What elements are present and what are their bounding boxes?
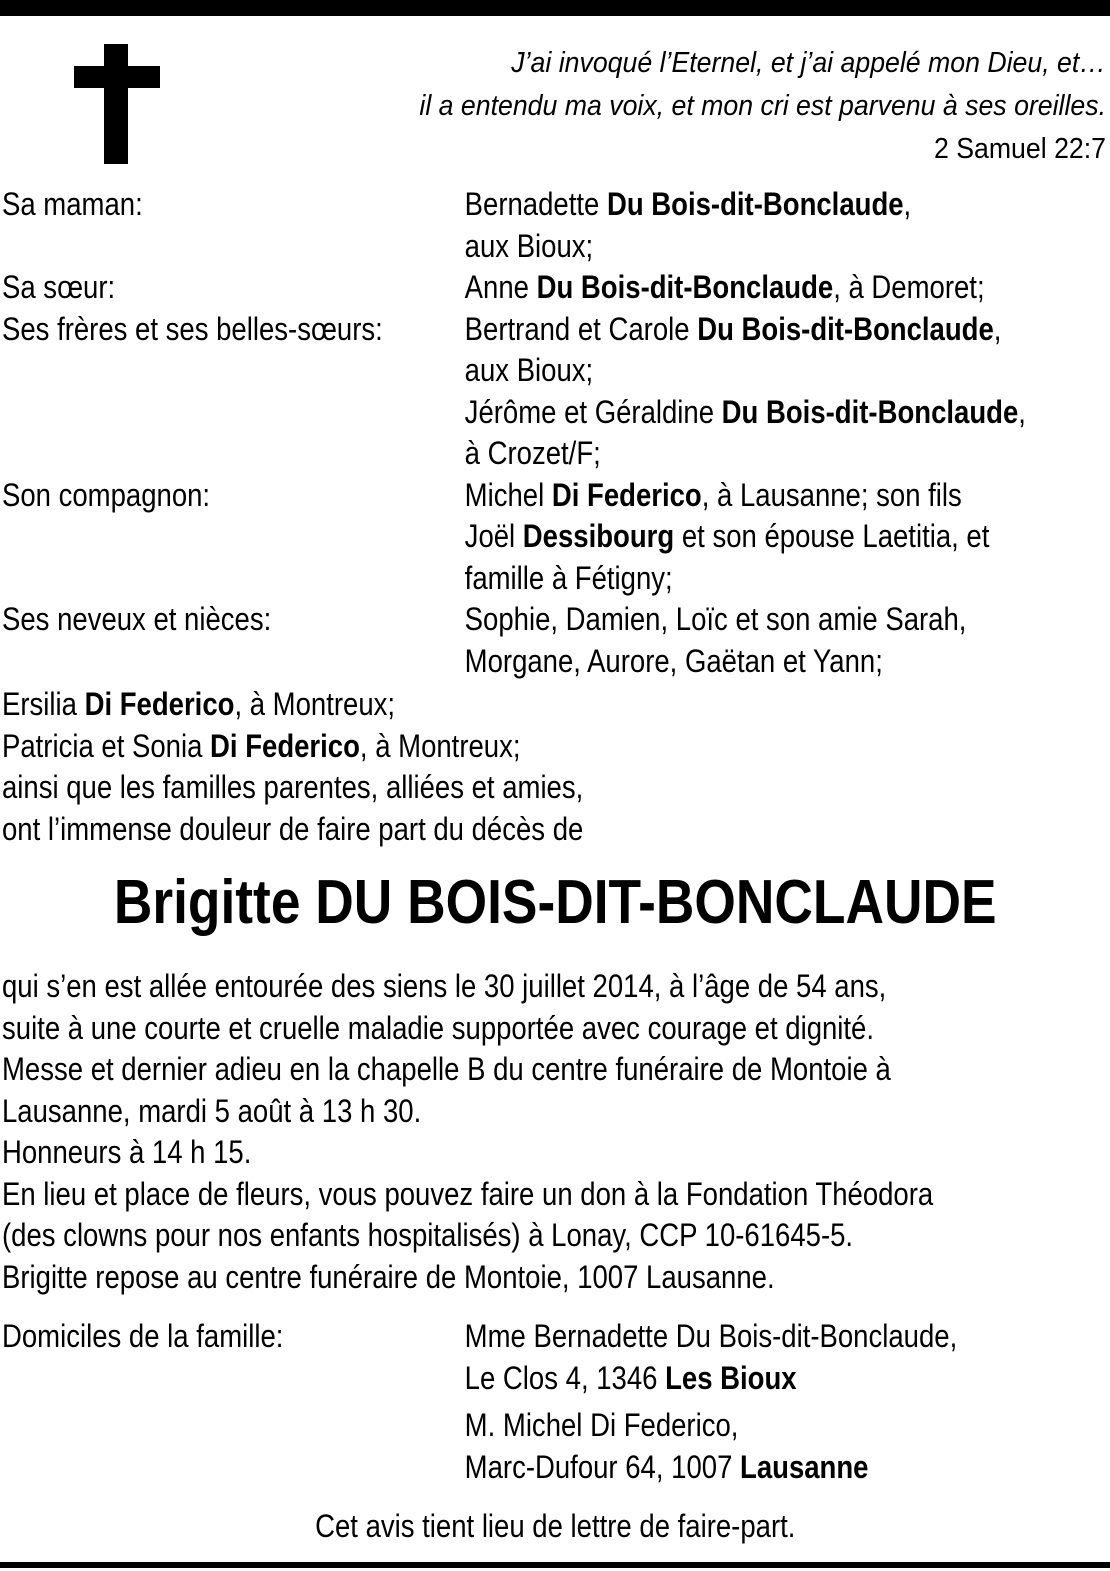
relatives-list bbox=[2, 184, 1034, 682]
other-relatives: Ersilia Di Federico, à Montreux; Patricia et Sonia Di Federico, à Montreux; ainsi que les familles parentes, alliées et amies, ont l’immense douleur de faire part du décès de bbox=[2, 686, 584, 847]
surname: Du Bois-dit-Bonclaude bbox=[606, 186, 904, 222]
relative-row-freres: Ses frères et ses belles-sœurs: Bertrand et Carole Du Bois-dit-Bonclaude, aux Bioux; Jérôme et Géraldine Du Bois-dit-Bonclaude, à Crozet/F; bbox=[2, 309, 1034, 475]
closing-note: Cet avis tient lieu de lettre de faire-part. bbox=[314, 1508, 796, 1544]
top-rule bbox=[0, 0, 1110, 16]
relative-label: Ses neveux et nièces: bbox=[2, 601, 272, 637]
address-2: M. Michel Di Federico, Marc-Dufour 64, 1007 Lausanne bbox=[464, 1407, 869, 1485]
verse-line-1: J’ai invoqué l’Eternel, et j’ai appelé mon Dieu, et… bbox=[511, 47, 1106, 79]
bible-verse bbox=[278, 42, 1106, 171]
relative-row-neveux: Ses neveux et nièces: Sophie, Damien, Loïc et son amie Sarah, Morgane, Aurore, Gaëtan et Yann; bbox=[2, 599, 1034, 682]
family-domiciles bbox=[2, 1316, 1034, 1494]
address-1: Mme Bernadette Du Bois-dit-Bonclaude, Le Clos 4, 1346 Les Bioux bbox=[464, 1318, 958, 1396]
surname: Du Bois-dit-Bonclaude bbox=[697, 310, 994, 347]
bottom-rule bbox=[0, 1562, 1110, 1568]
relative-row-compagnon: Son compagnon: Michel Di Federico, à Lausanne; son fils Joël Dessibourg et son épouse Laetitia, et famille à Fétigny; bbox=[2, 475, 1034, 600]
surname: Di Federico bbox=[551, 476, 702, 513]
relative-row-soeur: Sa sœur: Anne Du Bois-dit-Bonclaude, à Demoret; bbox=[2, 267, 1034, 309]
surname: Di Federico bbox=[210, 727, 360, 764]
surname: Dessibourg bbox=[522, 518, 675, 554]
relative-label: Son compagnon: bbox=[2, 476, 211, 513]
verse-line-2: il a entendu ma voix, et mon cri est parvenu à ses oreilles. bbox=[419, 90, 1106, 122]
surname: Du Bois-dit-Bonclaude bbox=[536, 269, 834, 305]
ceremony-info: qui s’en est allée entourée des siens le 30 juillet 2014, à l’âge de 54 ans, suite à une courte et cruelle maladie supportée avec courage et dignité. Messe et dernier adieu en la chapelle B du centre funéraire de Montoie à Lausanne, mardi 5 août à 13 h 30. Honneurs à 14 h 15. En lieu et place de fleurs, vous pouvez faire un don à la Fondation Théodora (des clowns pour nos enfants hospitalisés) à Lonay, CCP 10-61645-5. Brigitte repose au centre funéraire de Montoie, 1007 Lausanne. bbox=[2, 968, 934, 1295]
domiciles-label: Domiciles de la famille: bbox=[2, 1318, 284, 1354]
relative-label: Ses frères et ses belles-sœurs: bbox=[2, 310, 383, 347]
surname: Du Bois-dit-Bonclaude bbox=[721, 393, 1019, 430]
verse-reference: 2 Samuel 22:7 bbox=[933, 133, 1106, 165]
relative-label: Sa maman: bbox=[2, 186, 143, 222]
surname: Di Federico bbox=[84, 686, 235, 722]
relative-label: Sa sœur: bbox=[2, 269, 116, 305]
deceased-name: Brigitte DU BOIS-DIT-BONCLAUDE bbox=[113, 868, 997, 937]
cross-icon bbox=[74, 44, 160, 164]
relative-row-maman: Sa maman: Bernadette Du Bois-dit-Bonclaude, aux Bioux; bbox=[2, 184, 1034, 267]
